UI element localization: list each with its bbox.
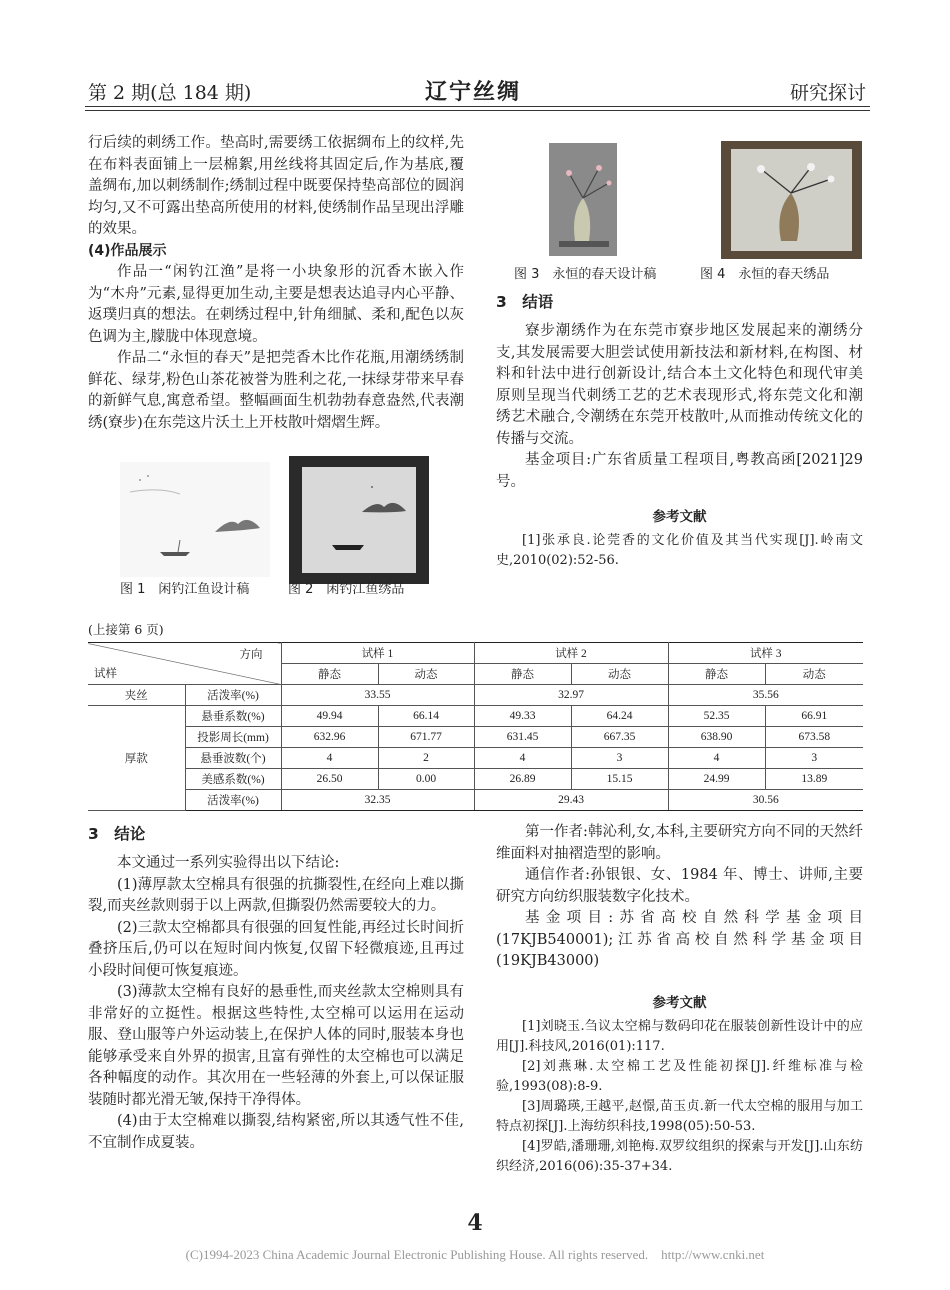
paragraph: (2)三款太空棉都具有很强的回复性能,再经过长时间折叠挤压后,仍可以在短时间内恢复,仅留下轻微痕迹,且再过小段时间便可恢复痕迹。 (88, 919, 464, 979)
author-info: 通信作者:孙银银、女、1984 年、博士、讲师,主要研究方向纺织服装数字化技术。 (496, 867, 863, 905)
column-subheader: 静态 (281, 664, 378, 685)
table-cell: 667.35 (571, 727, 668, 748)
column-header: 试样 2 (474, 643, 668, 664)
row-group: 夹丝 (88, 685, 185, 706)
row-label: 活泼率(%) (185, 790, 281, 811)
table-cell: 66.91 (765, 706, 863, 727)
table-cell: 4 (474, 748, 571, 769)
issue-info: 第 2 期(总 184 期) (88, 82, 252, 104)
paragraph: 本文通过一系列实验得出以下结论: (117, 855, 340, 871)
table-cell: 52.35 (668, 706, 765, 727)
table-cell: 0.00 (378, 769, 474, 790)
embroidery-panel (302, 467, 416, 573)
section-label: 研究探讨 (790, 82, 867, 104)
fund-note: 基金项目:苏省高校自然科学基金项目(17KJB540001);江苏省高校自然科学基金项目(19KJB43000) (496, 910, 863, 969)
journal-title: 辽宁丝绸 (425, 79, 522, 105)
table-cell: 24.99 (668, 769, 765, 790)
row-label: 活泼率(%) (185, 685, 281, 706)
table-cell: 3 (571, 748, 668, 769)
subheading: (4)作品展示 (88, 242, 167, 259)
table-cell: 49.33 (474, 706, 571, 727)
continued-note: (上接第 6 页) (88, 622, 164, 637)
table-row (88, 685, 863, 706)
table-cell: 32.97 (474, 685, 668, 706)
table-row (88, 727, 863, 748)
paragraph: 行后续的刺绣工作。垫高时,需要绣工依据绸布上的纹样,先在布料表面铺上一层棉絮,用丝线将其固定后,作为基底,覆盖绸布,加以刺绣制作;绣制过程中既要保持垫高部位的圆润均匀,又不可露出垫高所使用的材料,使绣制作品呈现出浮雕的效果。 (88, 135, 464, 237)
paragraph: (1)薄厚款太空棉具有很强的抗撕裂性,在经向上难以撕裂,而夹丝款则弱于以上两款,但撕裂仍然需要较大的力。 (88, 876, 464, 914)
reference-item: [2]刘燕琳.太空棉工艺及性能初探[J].纤维标准与检验,1993(08):8-9. (496, 1058, 863, 1094)
figure-3-image (549, 143, 617, 256)
row-label: 悬垂波数(个) (185, 748, 281, 769)
table-cell: 33.55 (281, 685, 474, 706)
table-corner (88, 643, 281, 685)
bottom-left-column (88, 822, 464, 1154)
table-cell: 35.56 (668, 685, 863, 706)
table-cell: 673.58 (765, 727, 863, 748)
left-column (88, 133, 464, 434)
copyright-watermark: (C)1994-2023 China Academic Journal Electronic Publishing House. All rights reserved. http://www.cnki.net (185, 1247, 765, 1262)
figure-2-caption: 图 2 闲钓江鱼绣品 (288, 582, 405, 597)
column-subheader: 动态 (378, 664, 474, 685)
row-label: 悬垂系数(%) (185, 706, 281, 727)
embroidered-landscape (302, 467, 416, 573)
corner-sample: 试样 (94, 668, 117, 680)
references-title: 参考文献 (652, 509, 707, 525)
header-rule-thin (85, 110, 870, 111)
table-cell: 2 (378, 748, 474, 769)
row-label: 美感系数(%) (185, 769, 281, 790)
reference-item: [4]罗皓,潘珊珊,刘艳梅.双罗纹组织的探索与开发[J].山东纺织经济,2016(06):35-37+34. (496, 1138, 863, 1174)
paragraph: (3)薄款太空棉有良好的悬垂性,而夹丝款太空棉则具有非常好的立挺性。根据这些特性,太空棉可以运用在运动服、登山服等户外运动装上,在保护人体的同时,服装本身也能够承受来自外界的损害,且富有弹性的太空棉也可以满足各种幅度的动作。其次用在一些轻薄的外套上,可以保证服装随时都光滑无皱,保持干净得体。 (88, 984, 464, 1108)
fund-note: 基金项目:广东省质量工程项目,粤教高函[2021]29 号。 (496, 452, 863, 490)
figure-2-image (289, 456, 429, 584)
header-rule (85, 106, 870, 107)
table-cell: 66.14 (378, 706, 474, 727)
table-cell: 49.94 (281, 706, 378, 727)
right-column (496, 290, 863, 571)
paragraph: 作品一“闲钓江渔”是将一小块象形的沉香木嵌入作为“木舟”元素,显得更加生动,主要是想表达追寻内心平静、返璞归真的想法。在刺绣过程中,针角细腻、柔和,配色以灰色调为主,朦胧中体现意境。 (88, 264, 464, 345)
references-title: 参考文献 (652, 994, 707, 1011)
column-subheader: 动态 (571, 664, 668, 685)
table-row (88, 790, 863, 811)
paragraph: 寮步潮绣作为在东莞市寮步地区发展起来的潮绣分支,其发展需要大胆尝试使用新技法和新材料,在构图、材料和针法中进行创新设计,结合本土文化特色和现代审美原则呈现当代刺绣工艺的艺术表现形式,将东莞文化和潮绣艺术融合,令潮绣在东莞开枝散叶,从而推动传统文化的传播与交流。 (496, 323, 863, 447)
data-table (88, 642, 863, 811)
table-cell: 32.35 (281, 790, 474, 811)
table-cell: 30.56 (668, 790, 863, 811)
row-label: 投影周长(mm) (185, 727, 281, 748)
table-cell: 632.96 (281, 727, 378, 748)
table-cell: 4 (668, 748, 765, 769)
table-cell: 638.90 (668, 727, 765, 748)
table-row (88, 706, 863, 727)
column-subheader: 静态 (474, 664, 571, 685)
bottom-right-column (496, 822, 863, 1177)
table-cell: 13.89 (765, 769, 863, 790)
author-info: 第一作者:韩沁利,女,本科,主要研究方向不同的天然纤维面料对抽褶造型的影响。 (496, 824, 863, 862)
paragraph: (4)由于太空棉难以撕裂,结构紧密,所以其透气性不佳,不宜制作成夏装。 (88, 1113, 464, 1151)
column-header: 试样 3 (668, 643, 863, 664)
table-cell: 29.43 (474, 790, 668, 811)
column-subheader: 动态 (765, 664, 863, 685)
table-cell: 4 (281, 748, 378, 769)
column-header: 试样 1 (281, 643, 474, 664)
reference-item: [3]周璐瑛,王越平,赵憬,苗玉贞.新一代太空棉的服用与加工特点初探[J].上海纺织科技,1998(05):50-53. (496, 1098, 863, 1134)
table-row (88, 748, 863, 769)
spring-vase-sketch (549, 143, 617, 256)
column-subheader: 静态 (668, 664, 765, 685)
figure-4-caption: 图 4 永恒的春天绣品 (700, 267, 830, 282)
table-cell: 26.50 (281, 769, 378, 790)
page-number: 4 (467, 1210, 483, 1236)
figure-3-caption: 图 3 永恒的春天设计稿 (514, 267, 657, 282)
embroidery-panel (731, 149, 852, 251)
figure-1-caption: 图 1 闲钓江鱼设计稿 (120, 582, 250, 597)
section-title: 3 结论 (88, 825, 146, 843)
reference-item: [1]张承良.论莞香的文化价值及其当代实现[J].岭南文史,2010(02):52-56. (496, 533, 863, 568)
table-cell: 15.15 (571, 769, 668, 790)
table-cell: 26.89 (474, 769, 571, 790)
corner-direction: 方向 (239, 649, 263, 661)
row-group: 厚款 (88, 706, 185, 811)
figure-1-image (120, 462, 270, 577)
table-row (88, 769, 863, 790)
ink-landscape-sketch (120, 462, 270, 577)
table-cell: 64.24 (571, 706, 668, 727)
embroidered-spring-vase (731, 149, 852, 251)
paragraph: 作品二“永恒的春天”是把莞香木比作花瓶,用潮绣绣制鲜花、绿芽,粉色山茶花被誉为胜利之花,一抹绿芽带来早春的新鲜气息,寓意希望。整幅画面生机勃勃春意盎然,代表潮绣(寮步)在东莞这片沃土上开枝散叶熠熠生辉。 (88, 350, 464, 431)
table-cell: 631.45 (474, 727, 571, 748)
section-title: 3 结语 (496, 293, 554, 311)
table-cell: 671.77 (378, 727, 474, 748)
figure-4-image (721, 141, 862, 259)
table-cell: 3 (765, 748, 863, 769)
reference-item: [1]刘晓玉.刍议太空棉与数码印花在服装创新性设计中的应用[J].科技风,2016(01):117. (496, 1018, 863, 1054)
